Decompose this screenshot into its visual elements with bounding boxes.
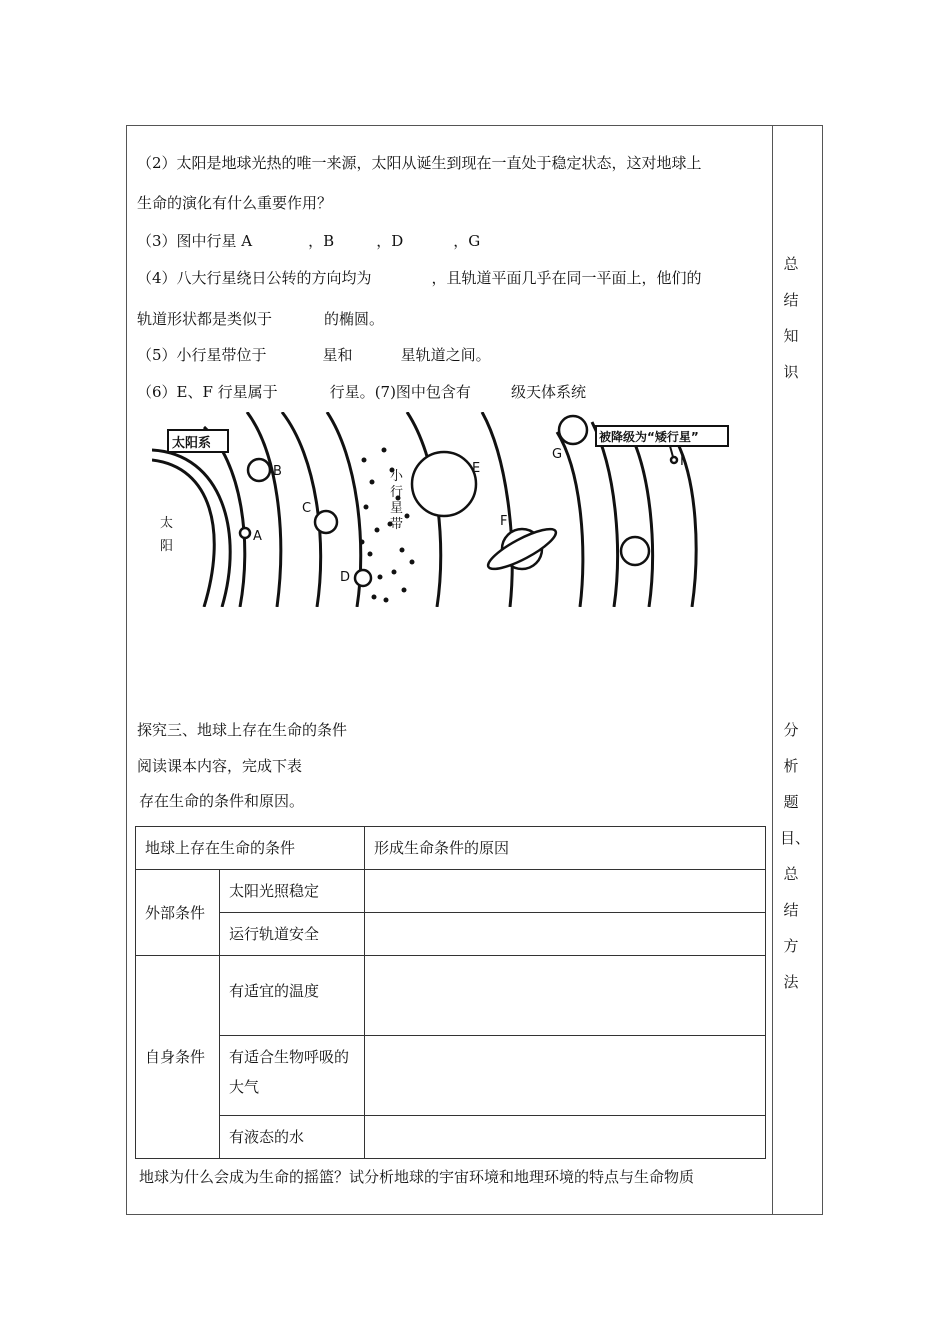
- external-item-2: 运行轨道安全: [220, 913, 365, 956]
- label-a: A: [253, 529, 262, 544]
- section3-title: 探究三、地球上存在生命的条件: [137, 721, 348, 739]
- q7-part-b: 级天体系统: [510, 383, 586, 401]
- sun-text-1: 太: [160, 516, 174, 531]
- q4-part-b: ，且轨道平面几乎在同一平面上，他们的: [431, 269, 702, 287]
- planet-a: [240, 528, 250, 538]
- label-d: D: [340, 570, 351, 585]
- q6-part-a: （6）E、F 行星属于: [137, 383, 278, 401]
- q3-d: ，D: [376, 232, 404, 250]
- q4-line1: [137, 268, 702, 288]
- q3-b: ，B: [308, 232, 335, 250]
- dwarf-planet-i: [671, 457, 677, 463]
- q5-part-b: 星和: [322, 346, 353, 364]
- external-reason-1[interactable]: [365, 870, 766, 913]
- q2-line1: （2）太阳是地球光热的唯一来源，太阳从诞生到现在一直处于稳定状态，这对地球上: [137, 154, 702, 172]
- orbit-i: [627, 427, 653, 607]
- q2-line2: 生命的演化有什么重要作用？: [137, 194, 333, 212]
- external-label: 外部条件: [136, 870, 220, 956]
- external-reason-2[interactable]: [365, 913, 766, 956]
- side-note-summarize-knowledge: 总结知识: [783, 255, 799, 381]
- table-row: [136, 870, 766, 913]
- sun-label: 太阳系: [172, 436, 212, 451]
- internal-reason-1[interactable]: [365, 956, 766, 1036]
- bottom-question: 地球为什么会成为生命的摇篮？试分析地球的宇宙环境和地理环境的特点与生命物质: [139, 1168, 695, 1186]
- belt-label-1: 小: [390, 469, 404, 484]
- q3-g: ，G: [453, 232, 481, 250]
- q5-line: [137, 345, 491, 365]
- internal-item-1: 有适宜的温度: [220, 956, 365, 1036]
- section3-instruction: 阅读课本内容，完成下表: [137, 757, 303, 775]
- table-header-row: [136, 827, 766, 870]
- table-row: [136, 1036, 766, 1116]
- planet-g: [559, 416, 587, 444]
- life-conditions-table: [135, 826, 766, 1159]
- q4-part-c: 轨道形状都是类似于: [137, 310, 273, 328]
- table-row: [136, 1116, 766, 1159]
- label-g: G: [552, 447, 563, 462]
- label-f: F: [500, 514, 508, 529]
- sun-text-2: 阳: [160, 539, 174, 554]
- orbit-h: [592, 422, 618, 607]
- dwarf-label-pointer: [670, 446, 673, 457]
- internal-reason-3[interactable]: [365, 1116, 766, 1159]
- section3-subtitle: 存在生命的条件和原因。: [139, 792, 305, 810]
- internal-label: 自身条件: [136, 956, 220, 1159]
- label-c: C: [302, 501, 312, 516]
- q6-q7-line: [137, 382, 586, 402]
- planet-b: [248, 459, 270, 481]
- header-condition: 地球上存在生命的条件: [136, 827, 365, 870]
- label-e: E: [472, 461, 481, 476]
- q6-part-b: 行星。: [329, 383, 375, 401]
- planet-c: [315, 511, 337, 533]
- orbit-b: [247, 412, 281, 607]
- q5-part-c: 星轨道之间。: [400, 346, 491, 364]
- solar-system-diagram: [152, 412, 770, 607]
- table-row: [136, 913, 766, 956]
- label-b: B: [273, 464, 282, 479]
- belt-label-2: 行: [390, 485, 404, 500]
- dwarf-label: 被降级为“矮行星”: [599, 430, 699, 444]
- q5-part-a: （5）小行星带位于: [137, 346, 267, 364]
- column-divider: [772, 125, 773, 1215]
- internal-reason-2[interactable]: [365, 1036, 766, 1116]
- orbit-f: [482, 412, 512, 607]
- planet-e: [412, 452, 476, 516]
- side-note-analyze-method: 分析题目、总结方法: [780, 721, 811, 991]
- q7-part-a: (7)图中包含有: [374, 383, 471, 401]
- q4-part-d: 的椭圆。: [324, 310, 385, 328]
- q3-line: [137, 231, 480, 251]
- header-reason: 形成生命条件的原因: [365, 827, 766, 870]
- belt-label-4: 带: [390, 517, 404, 532]
- internal-item-3: 有液态的水: [220, 1116, 365, 1159]
- sun-outline-inner: [152, 460, 214, 607]
- belt-label-3: 星: [390, 501, 404, 516]
- q3-prefix: （3）图中行星 A: [137, 232, 253, 250]
- internal-item-2: 有适合生物呼吸的大气: [220, 1036, 365, 1116]
- planet-h: [621, 537, 649, 565]
- planet-d: [355, 570, 371, 586]
- q4-part-a: （4）八大行星绕日公转的方向均为: [137, 269, 372, 287]
- label-i: I: [680, 454, 684, 469]
- table-row: [136, 956, 766, 1036]
- q4-line2: [137, 309, 384, 329]
- external-item-1: 太阳光照稳定: [220, 870, 365, 913]
